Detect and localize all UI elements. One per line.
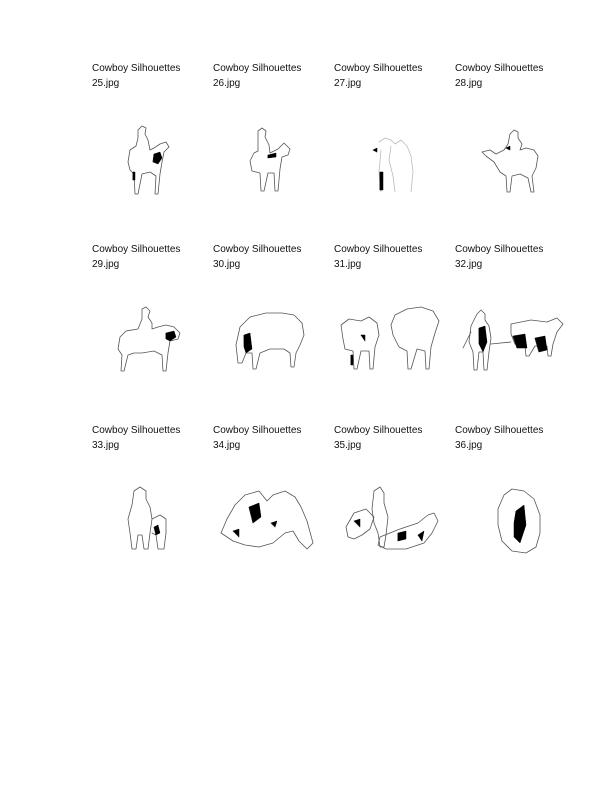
thumbnail-title: Cowboy Silhouettes [455, 244, 544, 255]
thumbnail-filename: 33.jpg [92, 440, 120, 451]
thumbnail-filename: 30.jpg [213, 259, 241, 270]
thumbnail-caption [334, 242, 444, 272]
thumbnail-title: Cowboy Silhouettes [334, 63, 423, 74]
thumbnail-title: Cowboy Silhouettes [455, 63, 544, 74]
thumbnail-caption [92, 423, 202, 453]
thumbnail-title: Cowboy Silhouettes [334, 425, 423, 436]
cowboy-with-fallen-horse-image [215, 483, 320, 558]
cowboy-leading-horse-image [455, 308, 565, 378]
cowboy-sitting-image [490, 485, 550, 560]
thumbnail-filename: 28.jpg [455, 78, 483, 89]
thumbnail-caption [213, 61, 323, 91]
thumbnail-title: Cowboy Silhouettes [213, 425, 302, 436]
thumbnail-title: Cowboy Silhouettes [92, 63, 181, 74]
thumbnail-filename: 27.jpg [334, 78, 362, 89]
cowboy-with-horse-back-view-image [122, 485, 172, 557]
thumbnail-caption [334, 61, 444, 91]
thumbnail-filename: 29.jpg [92, 259, 120, 270]
thumbnail-caption [213, 423, 323, 453]
thumbnail-filename: 31.jpg [334, 259, 362, 270]
thumbnail-filename: 35.jpg [334, 440, 362, 451]
thumbnail-filename: 26.jpg [213, 78, 241, 89]
thumbnail-filename: 25.jpg [92, 78, 120, 89]
thumbnail-caption [92, 61, 202, 91]
thumbnail-caption [92, 242, 202, 272]
thumbnail-caption [455, 423, 565, 453]
cowboy-on-rearing-horse-image [478, 126, 548, 198]
thumbnail-caption [334, 423, 444, 453]
thumbnail-caption [213, 242, 323, 272]
thumbnail-filename: 34.jpg [213, 440, 241, 451]
thumbnail-caption [455, 242, 565, 272]
cowboys-with-resting-horse-image [340, 483, 445, 558]
thumbnail-title: Cowboy Silhouettes [213, 63, 302, 74]
thumbnail-filename: 32.jpg [455, 259, 483, 270]
cowboy-on-horse-image [240, 125, 300, 200]
cowboy-standing-image [365, 132, 420, 197]
thumbnail-title: Cowboy Silhouettes [92, 425, 181, 436]
horse-grazing-image [230, 305, 310, 377]
cowboy-on-horse-image [120, 122, 180, 202]
thumbnail-caption [455, 61, 565, 91]
thumbnail-title: Cowboy Silhouettes [213, 244, 302, 255]
thumbnail-title: Cowboy Silhouettes [334, 244, 423, 255]
horses-pair-image [335, 305, 445, 377]
thumbnail-title: Cowboy Silhouettes [455, 425, 544, 436]
cowboy-on-horse-image [112, 305, 187, 377]
thumbnail-title: Cowboy Silhouettes [92, 244, 181, 255]
thumbnail-filename: 36.jpg [455, 440, 483, 451]
